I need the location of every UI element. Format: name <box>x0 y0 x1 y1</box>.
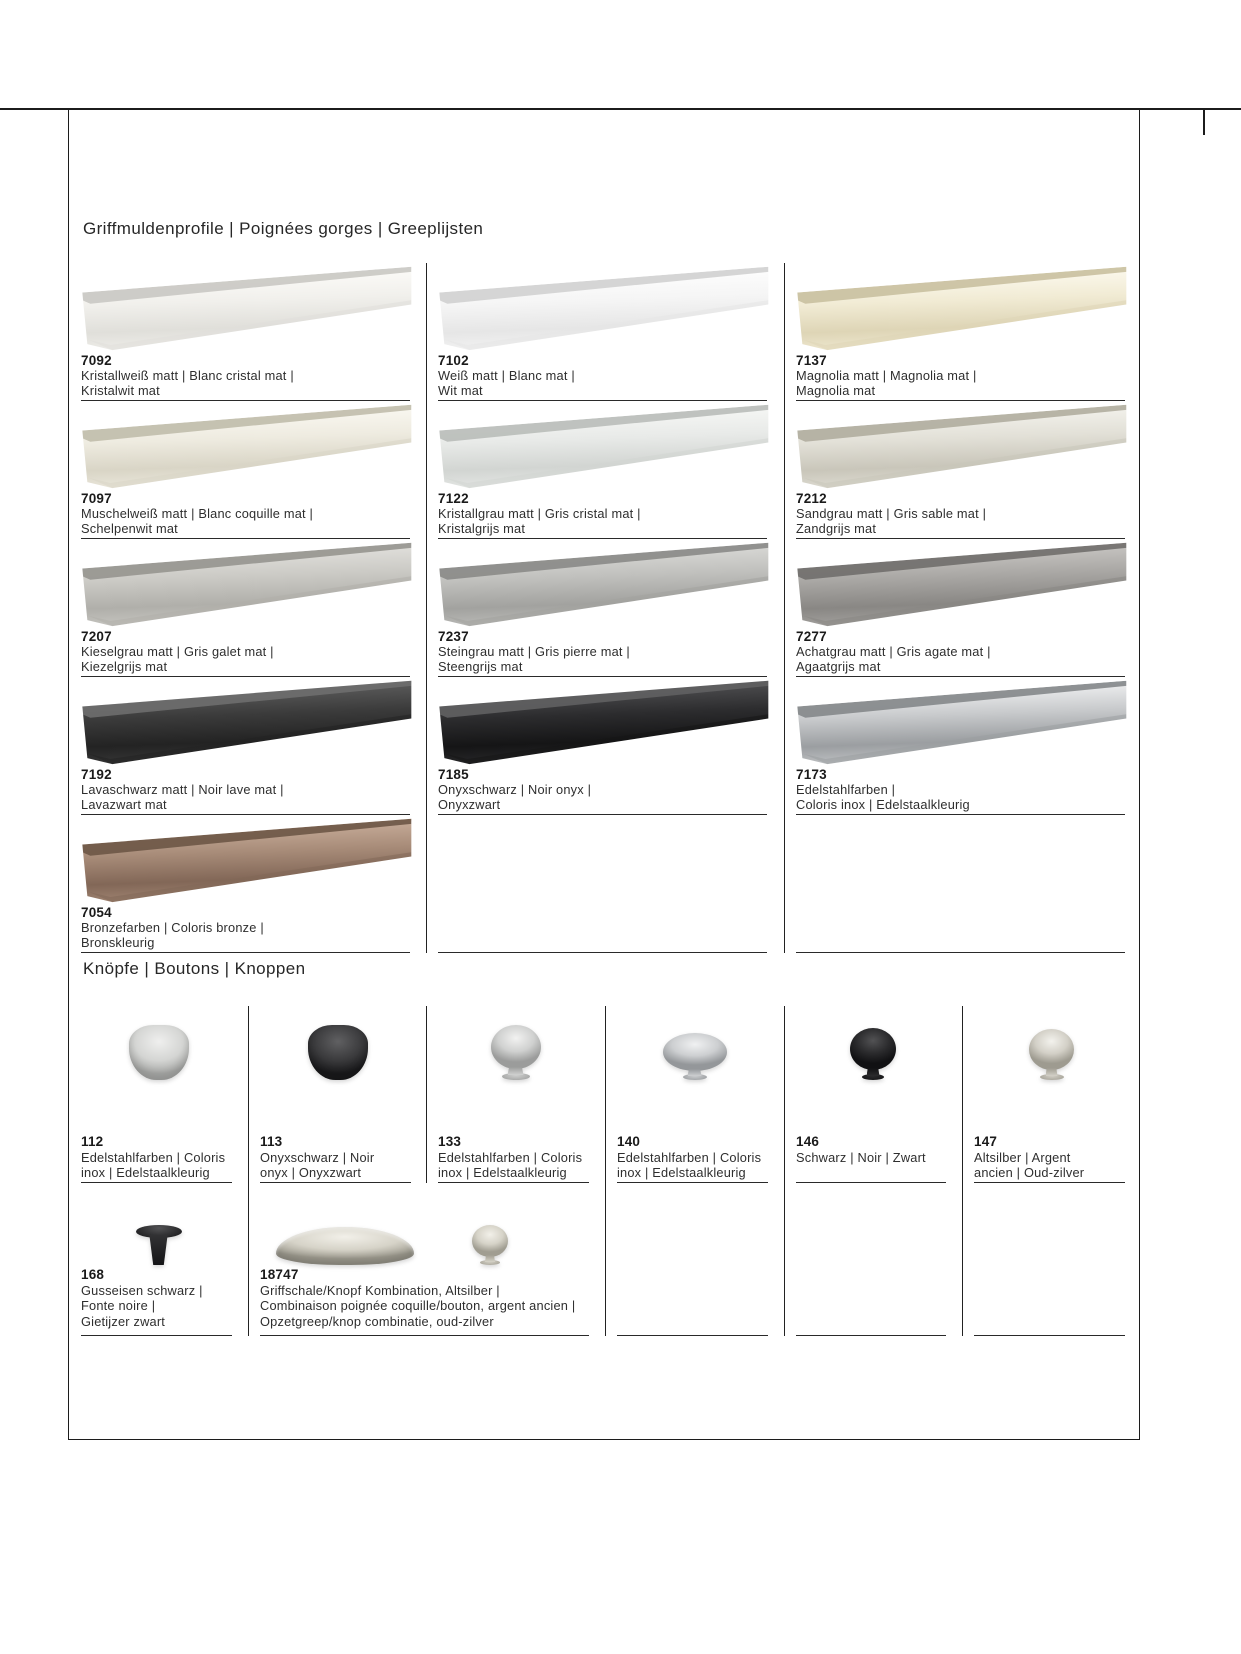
product-description-line: inox | Edelstaalkleurig <box>81 1165 210 1181</box>
cell-rule <box>438 814 767 815</box>
product-code: 133 <box>438 1134 462 1149</box>
knob-stem <box>147 1235 171 1265</box>
product-description-line: inox | Edelstaalkleurig <box>617 1165 746 1181</box>
product-description-line: Combinaison poignée coquille/bouton, argent ancien | <box>260 1298 576 1314</box>
product-label <box>617 1134 778 1181</box>
knob-render <box>850 1028 896 1080</box>
product-label <box>81 629 416 674</box>
knob-image-147 <box>962 1006 1141 1080</box>
knob-image-133 <box>426 1006 605 1080</box>
product-code: 7054 <box>81 905 112 920</box>
knob-cap <box>472 1225 508 1257</box>
product-code: 7173 <box>796 767 827 782</box>
product-description-line: Muschelweiß matt | Blanc coquille mat | <box>81 506 314 521</box>
profile-item-7137 <box>784 263 1141 401</box>
product-description-line: Coloris inox | Edelstaalkleurig <box>796 796 970 812</box>
profile-item-7207 <box>69 539 426 677</box>
profile-image <box>794 265 1128 351</box>
product-description-line: Achatgrau matt | Gris agate mat | <box>796 644 991 659</box>
cell-rule <box>438 952 767 953</box>
knob-render <box>1029 1029 1074 1080</box>
product-code: 7097 <box>81 491 112 506</box>
product-label <box>438 629 773 674</box>
knob-render <box>308 1025 368 1080</box>
knob-render <box>663 1033 727 1080</box>
product-label <box>438 491 773 536</box>
product-description-line: Edelstahlfarben | <box>796 782 896 797</box>
product-code: 7237 <box>438 629 469 644</box>
section-title-knobs: Knöpfe | Boutons | Knoppen <box>83 959 306 978</box>
profile-image <box>794 679 1128 765</box>
product-label <box>796 491 1131 536</box>
product-description-line: Bronskleurig <box>81 934 155 950</box>
cell-rule <box>796 952 1125 953</box>
cell-rule <box>796 814 1125 815</box>
cell-rule <box>81 1335 232 1336</box>
product-code: 147 <box>974 1134 998 1149</box>
product-label <box>438 767 773 812</box>
product-description-line: Kristalgrijs mat <box>438 520 526 536</box>
shell-handle <box>276 1227 414 1265</box>
product-code: 112 <box>81 1134 104 1149</box>
product-description-line: inox | Edelstaalkleurig <box>438 1165 567 1181</box>
knob-item-147 <box>962 1006 1141 1183</box>
cell-rule <box>260 1335 589 1336</box>
profile-item-7097 <box>69 401 426 539</box>
product-description-line: Onyxschwarz | Noir <box>260 1150 375 1165</box>
product-description-line: onyx | Onyxzwart <box>260 1165 362 1181</box>
product-description-line: Griffschale/Knopf Kombination, Altsilber | <box>260 1283 500 1298</box>
product-label <box>81 1267 242 1329</box>
product-description-line: Onyxschwarz | Noir onyx | <box>438 782 592 797</box>
profile-item-7092 <box>69 263 426 401</box>
product-description-line: Opzetgreep/knop combinatie, oud-zilver <box>260 1313 494 1329</box>
product-code: 7092 <box>81 353 112 368</box>
profile-image <box>436 265 770 351</box>
product-label <box>974 1134 1135 1181</box>
profile-item-7185 <box>426 677 783 815</box>
product-code: 7212 <box>796 491 827 506</box>
product-description-line: Edelstahlfarben | Coloris <box>81 1150 226 1165</box>
product-description-line: ancien | Oud-zilver <box>974 1165 1085 1181</box>
profile-item-7054 <box>69 815 426 953</box>
knob-image-168 <box>69 1189 248 1265</box>
knob-item-112 <box>69 1006 248 1183</box>
product-label <box>260 1134 421 1181</box>
knob-image-18747 <box>248 1189 605 1265</box>
product-code: 146 <box>796 1134 820 1149</box>
product-description-line: Schelpenwit mat <box>81 520 178 536</box>
product-description-line: Wit mat <box>438 382 483 398</box>
product-description-line: Lavazwart mat <box>81 796 167 812</box>
section-title-profiles: Griffmuldenprofile | Poignées gorges | Greeplijsten <box>83 219 484 238</box>
product-label <box>81 767 416 812</box>
product-code: 7207 <box>81 629 112 644</box>
cell-rule <box>617 1335 768 1336</box>
product-description-line: Kiezelgrijs mat <box>81 658 168 674</box>
profile-item-7237 <box>426 539 783 677</box>
product-code: 7277 <box>796 629 827 644</box>
product-label <box>796 767 1131 812</box>
product-code: 7102 <box>438 353 469 368</box>
product-description-line: Kristallgrau matt | Gris cristal mat | <box>438 506 641 521</box>
knob-cap <box>663 1033 727 1071</box>
product-description-line: Weiß matt | Blanc mat | <box>438 368 575 383</box>
product-description-line: Edelstahlfarben | Coloris <box>438 1150 583 1165</box>
profile-image <box>436 679 770 765</box>
profile-image <box>79 679 413 765</box>
knob-neck <box>867 1068 880 1076</box>
product-code: 7137 <box>796 353 827 368</box>
knob-cap <box>308 1025 368 1080</box>
knob-image-112 <box>69 1006 248 1080</box>
product-description-line: Lavaschwarz matt | Noir lave mat | <box>81 782 284 797</box>
profile-image <box>79 817 413 903</box>
cell-rule <box>974 1182 1125 1183</box>
knob-cap <box>129 1025 189 1080</box>
profile-item-7212 <box>784 401 1141 539</box>
knob-image-146 <box>784 1006 962 1080</box>
knob-render <box>472 1225 508 1265</box>
product-code: 113 <box>260 1134 283 1149</box>
product-label <box>438 353 773 398</box>
knob-image-113 <box>248 1006 427 1080</box>
profile-image <box>436 403 770 489</box>
profile-item-7173 <box>784 677 1141 815</box>
cell-rule <box>796 1335 946 1336</box>
product-description-line: Magnolia matt | Magnolia mat | <box>796 368 977 383</box>
profile-item-7122 <box>426 401 783 539</box>
product-description-line: Kristalwit mat <box>81 382 160 398</box>
product-code: 7192 <box>81 767 112 782</box>
knob-render <box>491 1025 541 1080</box>
knob-render <box>136 1225 182 1265</box>
cell-rule <box>617 1182 768 1183</box>
profile-item-7192 <box>69 677 426 815</box>
knob-item-168 <box>69 1183 248 1336</box>
product-description-line: Sandgrau matt | Gris sable mat | <box>796 506 987 521</box>
product-description-line: Altsilber | Argent <box>974 1150 1071 1165</box>
knob-cap <box>491 1025 541 1069</box>
product-description-line: Steengrijs mat <box>438 658 523 674</box>
product-label <box>438 1134 599 1181</box>
knob-cap <box>850 1028 896 1070</box>
product-label <box>260 1267 599 1329</box>
profile-image <box>79 403 413 489</box>
product-description-line: Agaatgrijs mat <box>796 658 881 674</box>
profile-image <box>79 265 413 351</box>
product-description-line: Fonte noire | <box>81 1298 156 1314</box>
product-description-line: Magnolia mat <box>796 382 876 398</box>
shell-handle-render <box>276 1227 414 1265</box>
product-description-line: Gietijzer zwart <box>81 1313 166 1329</box>
product-description-line: Kristallweiß matt | Blanc cristal mat | <box>81 368 294 383</box>
product-label <box>81 1134 242 1181</box>
product-code: 7122 <box>438 491 469 506</box>
product-description-line: Kieselgrau matt | Gris galet mat | <box>81 644 274 659</box>
product-label <box>796 353 1131 398</box>
profile-image <box>794 541 1128 627</box>
cell-rule <box>81 952 410 953</box>
product-label <box>81 353 416 398</box>
profile-image <box>79 541 413 627</box>
knob-neck <box>508 1067 524 1075</box>
product-description-line: Steingrau matt | Gris pierre mat | <box>438 644 630 659</box>
product-description-line: Bronzefarben | Coloris bronze | <box>81 920 264 935</box>
knob-item-140 <box>605 1006 784 1183</box>
knob-item-113 <box>248 1006 427 1183</box>
product-code: 7185 <box>438 767 469 782</box>
profile-image <box>794 403 1128 489</box>
product-label <box>796 1134 956 1165</box>
product-label <box>796 629 1131 674</box>
profile-item-7102 <box>426 263 783 401</box>
product-description-line: Zandgrijs mat <box>796 520 877 536</box>
product-description-line: Gusseisen schwarz | <box>81 1283 203 1298</box>
profile-item-7277 <box>784 539 1141 677</box>
product-label <box>81 905 416 950</box>
page-top-tick <box>1203 108 1205 135</box>
knob-item-18747 <box>248 1183 605 1336</box>
product-code: 140 <box>617 1134 641 1149</box>
knob-item-133 <box>426 1006 605 1183</box>
knob-image-140 <box>605 1006 784 1080</box>
catalog-page-frame <box>68 108 1140 1440</box>
cell-rule <box>974 1335 1125 1336</box>
knob-neck <box>485 1255 495 1262</box>
product-code: 18747 <box>260 1267 299 1282</box>
product-description-line: Onyxzwart <box>438 796 501 812</box>
product-description-line: Schwarz | Noir | Zwart <box>796 1150 926 1165</box>
knob-item-146 <box>784 1006 962 1183</box>
product-label <box>81 491 416 536</box>
product-code: 168 <box>81 1267 105 1282</box>
profile-image <box>436 541 770 627</box>
product-description-line: Edelstahlfarben | Coloris <box>617 1150 762 1165</box>
knob-cap <box>1029 1029 1074 1070</box>
cell-rule <box>796 1182 946 1183</box>
knob-neck <box>688 1069 702 1076</box>
knob-neck <box>1046 1068 1058 1076</box>
knob-render <box>129 1025 189 1080</box>
